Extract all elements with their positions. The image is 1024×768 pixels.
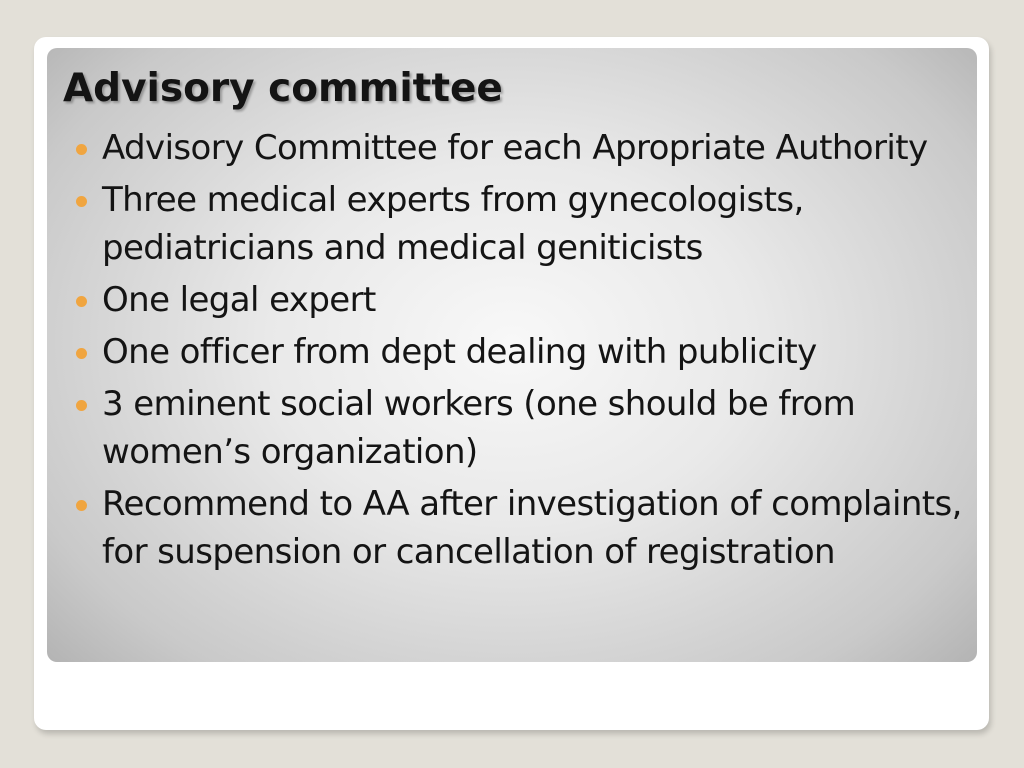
bullet-item bbox=[76, 276, 976, 324]
bullet-item bbox=[76, 480, 976, 576]
bullet-list bbox=[76, 124, 976, 580]
bullet-dot-icon bbox=[76, 296, 87, 307]
bullet-text: Advisory Committee for each Apropriate Authority bbox=[102, 128, 928, 168]
bullet-item bbox=[76, 380, 976, 476]
bullet-text: 3 eminent social workers (one should be from women’s organization) bbox=[102, 384, 856, 472]
bullet-text: Recommend to AA after investigation of complaints, for suspension or cancellation of registration bbox=[102, 484, 962, 572]
bullet-dot-icon bbox=[76, 196, 87, 207]
bullet-item bbox=[76, 176, 976, 272]
bullet-text: Three medical experts from gynecologists, pediatricians and medical geniticists bbox=[102, 180, 804, 268]
slide-title: Advisory committee bbox=[63, 66, 503, 111]
bullet-text: One legal expert bbox=[102, 280, 376, 320]
bullet-item bbox=[76, 328, 976, 376]
bullet-item bbox=[76, 124, 976, 172]
bullet-dot-icon bbox=[76, 348, 87, 359]
bullet-text: One officer from dept dealing with publicity bbox=[102, 332, 817, 372]
bullet-dot-icon bbox=[76, 400, 87, 411]
bullet-dot-icon bbox=[76, 144, 87, 155]
bullet-dot-icon bbox=[76, 500, 87, 511]
